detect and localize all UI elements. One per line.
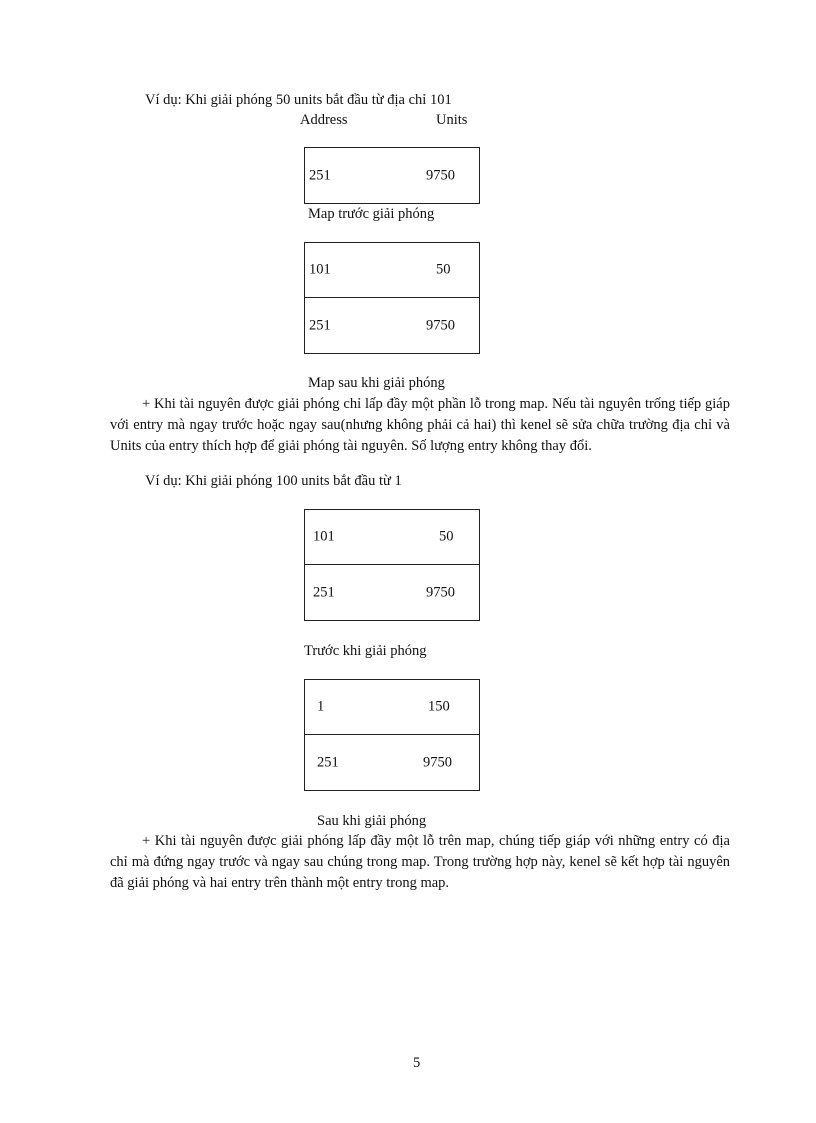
map-row [305, 510, 479, 565]
units-cell: 9750 [426, 317, 455, 333]
address-cell: 101 [309, 261, 331, 278]
case2-text: + Khi tài nguyên được giải phóng chỉ lấp đầy một phần lỗ trong map. Nếu tài nguyên trống tiếp giáp với entry mà ngay trước hoặc ngay sau(nhưng không phải cả hai) thì kenel sẽ sửa chữa trường địa chỉ và Units của entry thích hợp để giải phóng tài nguyên. Số lượng entry không thay đổi. [110, 396, 730, 454]
map-before-table-1 [304, 147, 480, 204]
page-number: 5 [413, 1055, 421, 1071]
address-cell: 1 [317, 698, 325, 715]
units-cell: 9750 [423, 754, 452, 770]
units-column-header: Units [436, 112, 468, 128]
address-column-header: Address [300, 112, 348, 128]
units-cell: 150 [428, 698, 450, 715]
after-caption-2: Sau khi giải phóng [317, 813, 427, 829]
map-row [305, 735, 479, 790]
address-cell: 101 [313, 528, 335, 545]
case2-paragraph [110, 394, 730, 457]
map-before-table-2 [304, 509, 480, 621]
map-after-caption-1: Map sau khi giải phóng [308, 375, 445, 391]
units-cell: 50 [439, 528, 454, 545]
address-cell: 251 [309, 317, 331, 333]
example1-intro: Ví dụ: Khi giải phóng 50 units bắt đầu từ địa chỉ 101 [145, 92, 452, 108]
map-after-table-1 [304, 242, 480, 354]
map-row [305, 298, 479, 353]
address-cell: 251 [309, 167, 331, 183]
units-cell: 9750 [426, 584, 455, 600]
units-cell: 9750 [426, 167, 455, 183]
before-caption-2: Trước khi giải phóng [304, 643, 427, 659]
case3-text: + Khi tài nguyên được giải phóng lấp đầy một lỗ trên map, chúng tiếp giáp với những entry có địa chỉ mà đứng ngay trước và ngay sau chúng trong map. Trong trường hợp này, kenel sẽ kết hợp tài nguyên đã giải phóng và hai entry trên thành một entry trong map. [110, 833, 730, 891]
map-row [305, 565, 479, 620]
map-row [305, 680, 479, 735]
example2-intro: Ví dụ: Khi giải phóng 100 units bắt đầu từ 1 [145, 473, 402, 489]
units-cell: 50 [436, 261, 451, 278]
map-before-caption-1: Map trước giải phóng [308, 206, 435, 222]
map-row [305, 243, 479, 298]
case3-paragraph [110, 831, 730, 894]
address-cell: 251 [313, 584, 335, 600]
map-after-table-2 [304, 679, 480, 791]
map-row [305, 148, 479, 203]
address-cell: 251 [317, 754, 339, 770]
